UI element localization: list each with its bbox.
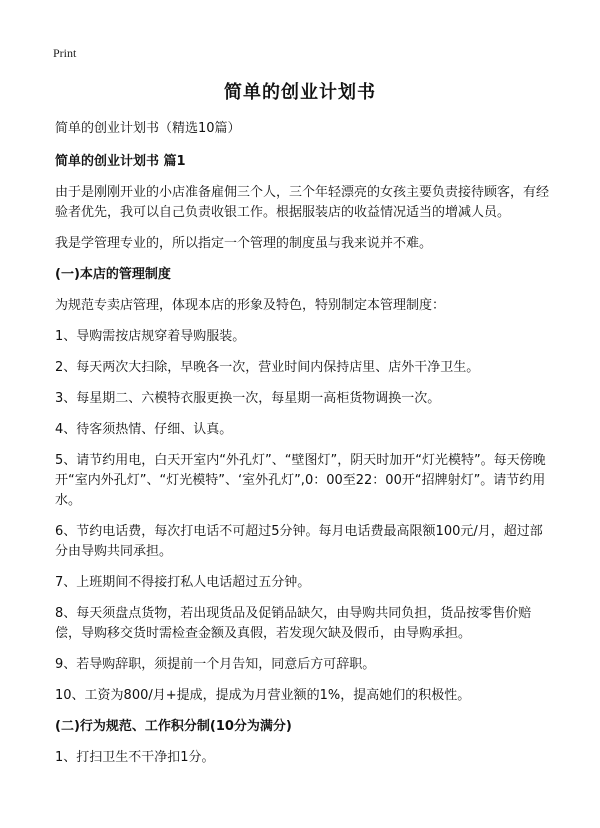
paragraph-intro-1: 由于是刚刚开业的小店准备雇佣三个人，三个年轻漂亮的女孩主要负责接待顾客，有经验者优先，我可以自己负责收银工作。根据服装店的收益情况适当的增减人员。 (55, 185, 550, 220)
rule-item: 7、上班期间不得接打私人电话超过五分钟。 (55, 575, 311, 590)
rule-item: 8、每天须盘点货物，若出现货品及促销品缺欠，由导购共同负担，货品按零售价赔偿，导购移交货时需检查金额及真假，若发现欠缺及假币，由导购承担。 (55, 606, 532, 641)
rule-item: 2、每天两次大扫除，早晚各一次，营业时间内保持店里、店外干净卫生。 (55, 360, 480, 375)
document-subtitle: 简单的创业计划书（精选10篇） (55, 121, 241, 136)
heading-behavior-rules: (二)行为规范、工作积分制(10分为满分) (55, 719, 292, 734)
heading-management-rules: (一)本店的管理制度 (55, 267, 171, 282)
document-title: 简单的创业计划书 (224, 82, 376, 103)
rule-item: 4、待客须热情、仔细、认真。 (55, 422, 233, 437)
rule-item: 9、若导购辞职，须提前一个月告知，同意后方可辞职。 (55, 657, 376, 672)
rule-item: 5、请节约用电，白天开室内“外孔灯”、“壁图灯”，阴天时加开“灯光模特”。每天傍晚开“室内外孔灯”、“灯光模特”、‘室外孔灯”,0：00至22：00开“招牌射灯”。请节约用水。 (55, 453, 546, 508)
rule-item: 1、打扫卫生不干净扣1分。 (55, 750, 215, 765)
rule-item: 3、每星期二、六模特衣服更换一次，每星期一高柜货物调换一次。 (55, 391, 441, 406)
rule-item: 6、节约电话费，每次打电话不可超过5分钟。每月电话费最高限额100元/月，超过部分由导购共同承担。 (55, 524, 543, 559)
section-title: 简单的创业计划书 篇1 (55, 154, 186, 169)
paragraph-intro-2: 我是学管理专业的，所以指定一个管理的制度虽与我来说并不难。 (55, 236, 433, 251)
document-body (55, 119, 555, 779)
print-link[interactable]: Print (53, 46, 77, 60)
rule-item: 10、工资为800/月+提成，提成为月营业额的1%，提高她们的积极性。 (55, 688, 471, 703)
paragraph-management-intro: 为规范专卖店管理，体现本店的形象及特色，特别制定本管理制度： (55, 298, 446, 313)
rule-item: 1、导购需按店规穿着导购服装。 (55, 329, 246, 344)
